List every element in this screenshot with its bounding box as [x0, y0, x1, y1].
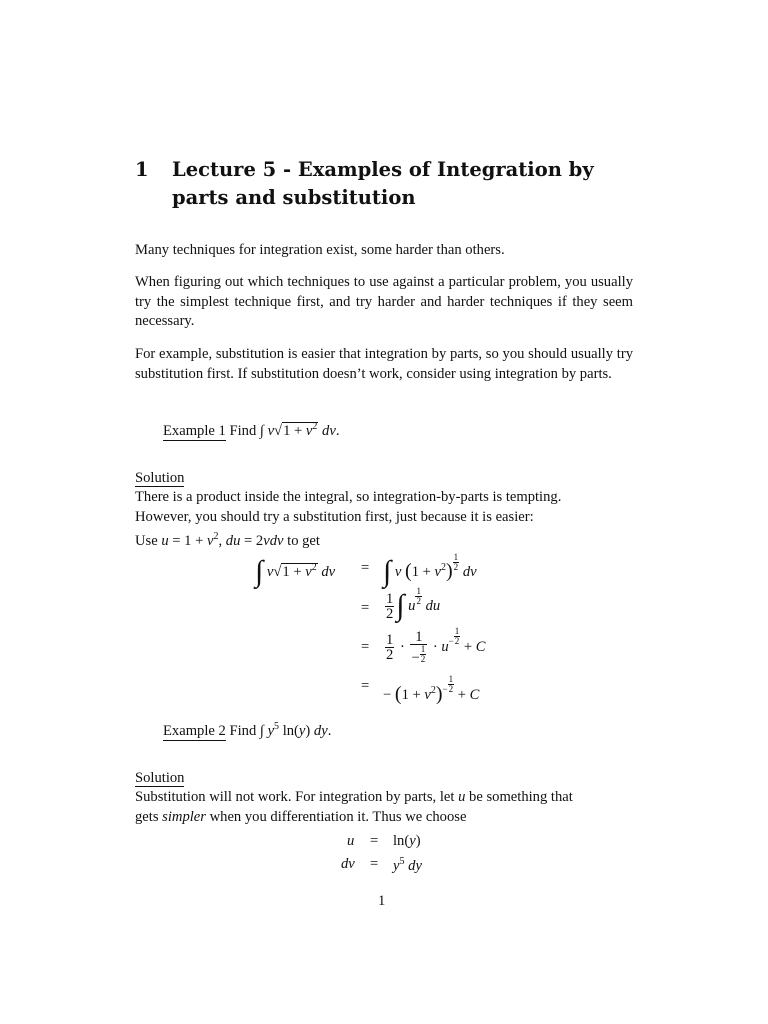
example-1-find: Find: [229, 422, 257, 439]
equals-sign: =: [361, 600, 370, 616]
example-2-solution-heading: Solution: [135, 770, 185, 786]
section-title: Lecture 5 - Examples of Integration by parts and substitution: [172, 158, 594, 209]
page-number: 1: [378, 893, 386, 909]
solution-line: However, you should try a substitution first, just because it is easier:: [135, 508, 534, 525]
equals-sign: =: [361, 560, 370, 576]
solution-line: There is a product inside the integral, so integration-by-parts is tempting.: [135, 489, 562, 505]
derivation-line-2-rhs: $\frac{1}{2}$ ∫ u $\frac{1}{2}$ du: [386, 586, 441, 623]
paragraph-text: When figuring out which techniques to use against a particular problem, you usually try the simplest technique first, and try harder and harder techniques if they seem necessary.: [135, 274, 633, 329]
derivation-line-1-lhs: ∫ $v√1 + v^2$ dv: [255, 555, 336, 588]
equals-sign: =: [361, 639, 370, 655]
choice-u-rhs: ln(y): [393, 833, 421, 849]
example-2-find: Find: [229, 722, 257, 739]
choice-dv-rhs: $y^5$ dy: [393, 856, 422, 874]
paragraph-text: Many techniques for integration exist, some harder than others.: [135, 242, 505, 258]
choice-dv-lhs: dv: [341, 856, 355, 872]
derivation-line-4-rhs: − $(1 + v^2)-$ $\frac{1}{2}$ + C: [383, 674, 480, 705]
example-1-label: Example 1: [163, 422, 226, 439]
example-2-statement: [163, 717, 331, 741]
example-2-solution-text: [135, 788, 633, 827]
paragraph-substitution: [135, 345, 633, 384]
section-number: 1: [135, 158, 149, 181]
paragraph-intro: [135, 241, 633, 261]
example-2-label: Example 2: [163, 722, 226, 739]
equals-sign: =: [370, 856, 379, 872]
equals-sign: =: [370, 833, 379, 849]
choice-u-lhs: u: [347, 833, 355, 849]
derivation-line-3-rhs: $\frac{1}{2}$ · 1 − $\frac{1}{2}$ · u− $\frac{1}{2}$ + C: [386, 626, 486, 667]
example-1-integral: ∫ $v√1 + v^2$ dv.: [259, 421, 340, 439]
example-1-solution-heading: Solution: [135, 470, 185, 486]
derivation-line-1-rhs: ∫ v $(1 + v^2)$ $\frac{1}{2}$ dv: [383, 552, 477, 588]
example-1-solution-text: [135, 488, 633, 551]
solution-line: Substitution will not work. For integration by parts, let u be something that: [135, 789, 573, 805]
example-2-integral: ∫ $y^5$ ln(y) dy.: [259, 721, 332, 739]
paragraph-techniques: [135, 273, 633, 332]
equals-sign: =: [361, 678, 370, 694]
substitution-line: Use $u = 1 + v^2$, du = 2vdv to get: [135, 531, 320, 549]
solution-line: gets simpler when you differentiation it. Thus we choose: [135, 808, 467, 825]
paragraph-text: For example, substitution is easier that integration by parts, so you should usually try substitution first. If substitution doesn’t work, consider using integration by parts.: [135, 346, 633, 382]
example-1-statement: [163, 417, 339, 441]
